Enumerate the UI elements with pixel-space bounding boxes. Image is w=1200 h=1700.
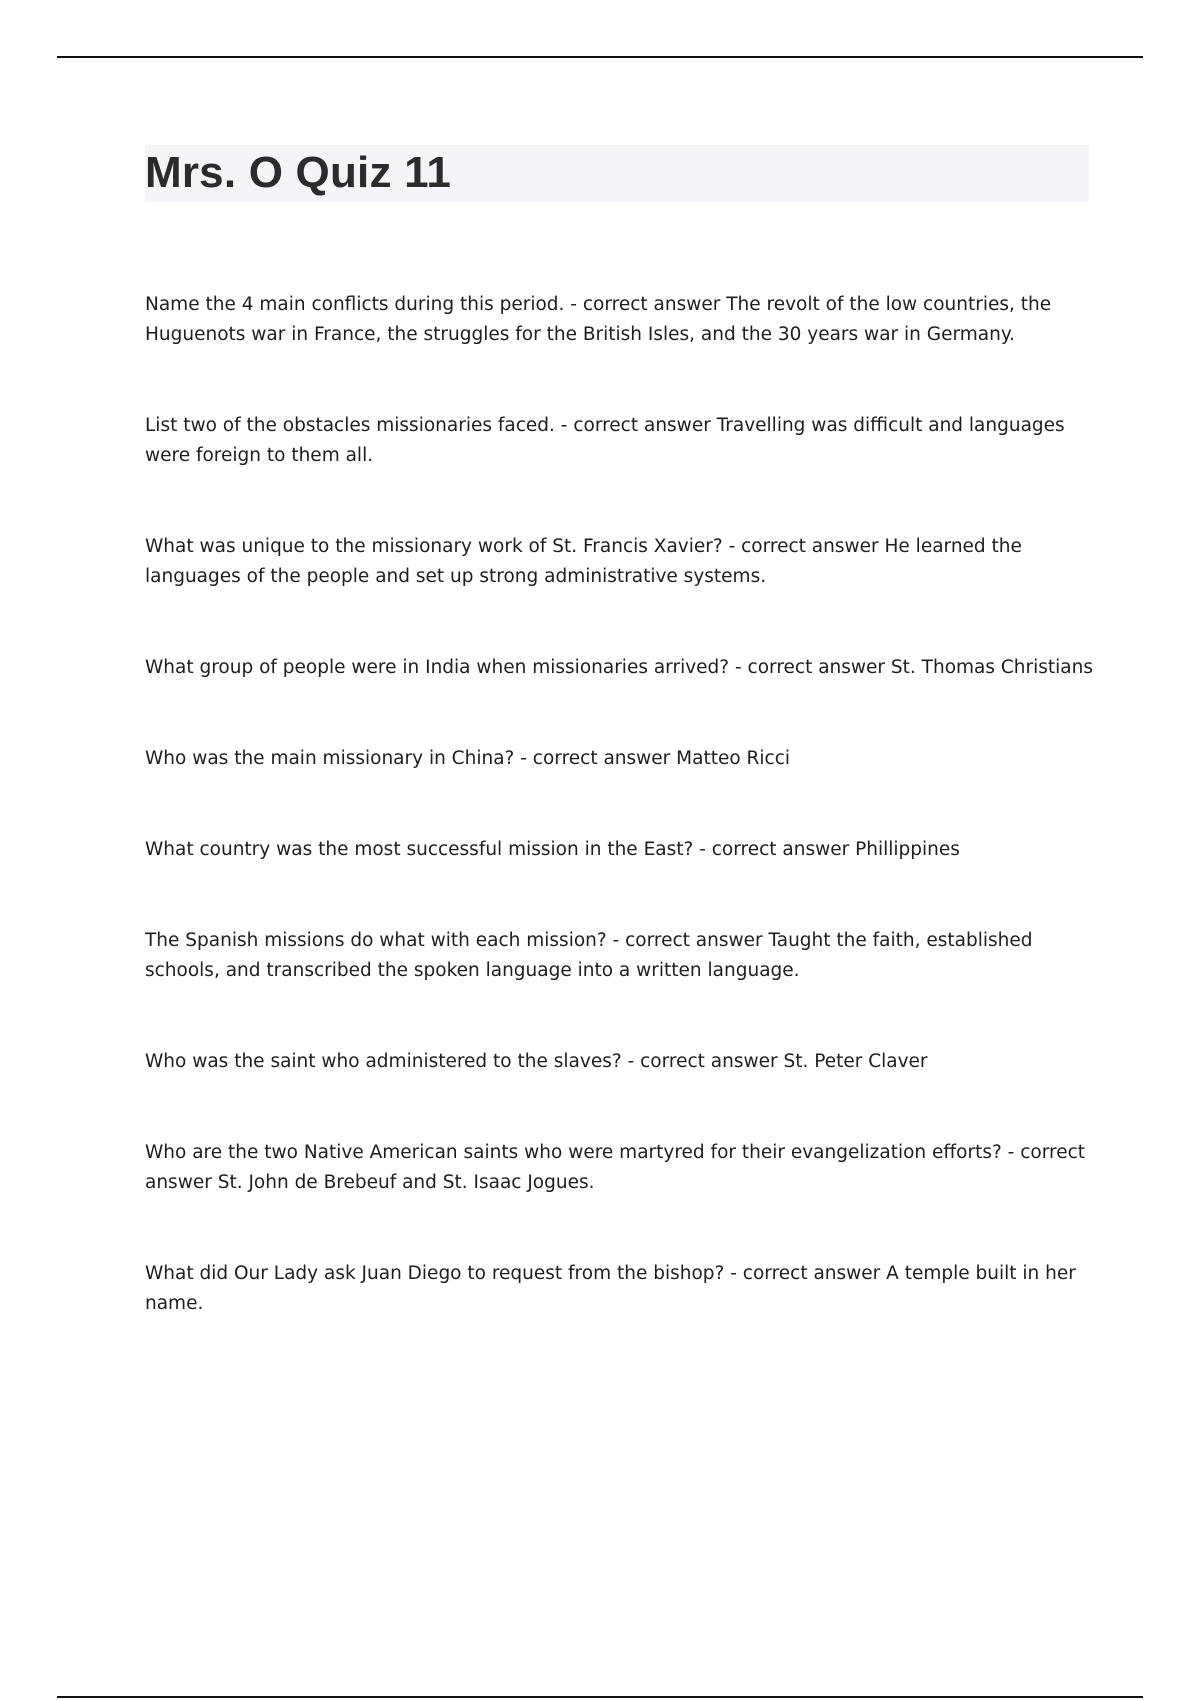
title-banner	[145, 145, 1089, 202]
question-text: Name the 4 main conflicts during this period.	[145, 294, 565, 315]
qa-item	[145, 1259, 1095, 1319]
bottom-rule	[57, 1696, 1143, 1698]
answer-separator: - correct answer	[606, 930, 769, 951]
answer-separator: - correct answer	[514, 748, 677, 769]
qa-item	[145, 290, 1095, 350]
answer-separator: - correct answer	[724, 1263, 887, 1284]
answer-text: He learned the languages of the people and set up strong administrative systems.	[145, 536, 1022, 587]
answer-separator: - correct answer	[729, 657, 891, 678]
question-text: The Spanish missions do what with each mission?	[145, 930, 607, 951]
answer-separator: - correct answer	[722, 536, 885, 557]
answer-separator: - correct answer	[564, 294, 727, 315]
question-text: Who was the saint who administered to the slaves?	[145, 1051, 622, 1072]
answer-text: Matteo Ricci	[676, 748, 791, 769]
answer-separator: - correct answer	[621, 1051, 784, 1072]
top-rule	[57, 56, 1143, 58]
qa-list	[145, 290, 1095, 1380]
qa-item	[145, 1047, 1095, 1077]
answer-text: A temple built in her name.	[145, 1263, 1076, 1314]
answer-text: St. John de Brebeuf and St. Isaac Jogues.	[217, 1172, 595, 1193]
question-text: What did Our Lady ask Juan Diego to request from the bishop?	[145, 1263, 725, 1284]
question-text: Who was the main missionary in China?	[145, 748, 515, 769]
question-text: List two of the obstacles missionaries faced.	[145, 415, 555, 436]
answer-text: St. Peter Claver	[783, 1051, 928, 1072]
answer-text: The revolt of the low countries, the Huguenots war in France, the struggles for the British Isles, and the 30 years war in Germany.	[145, 294, 1052, 345]
answer-text: Travelling was difficult and languages were foreign to them all.	[145, 415, 1065, 466]
answer-separator: - correct answer	[554, 415, 717, 436]
qa-item	[145, 926, 1095, 986]
page-title: Mrs. O Quiz 11	[145, 148, 452, 197]
qa-item	[145, 653, 1095, 683]
question-text: Who are the two Native American saints who were martyred for their evangelization efforts?	[145, 1142, 1002, 1163]
answer-text: Taught the faith, established schools, and transcribed the spoken language into a written language.	[145, 930, 1033, 981]
answer-text: Phillippines	[855, 839, 960, 860]
qa-item	[145, 532, 1095, 592]
qa-item	[145, 744, 1095, 774]
answer-separator: - correct answer	[145, 1142, 1085, 1193]
question-text: What was unique to the missionary work of St. Francis Xavier?	[145, 536, 723, 557]
question-text: What country was the most successful mission in the East?	[145, 839, 694, 860]
answer-text: St. Thomas Christians	[890, 657, 1094, 678]
qa-item	[145, 411, 1095, 471]
qa-item	[145, 1138, 1095, 1198]
question-text: What group of people were in India when missionaries arrived?	[145, 657, 730, 678]
qa-item	[145, 835, 1095, 865]
answer-separator: - correct answer	[693, 839, 856, 860]
